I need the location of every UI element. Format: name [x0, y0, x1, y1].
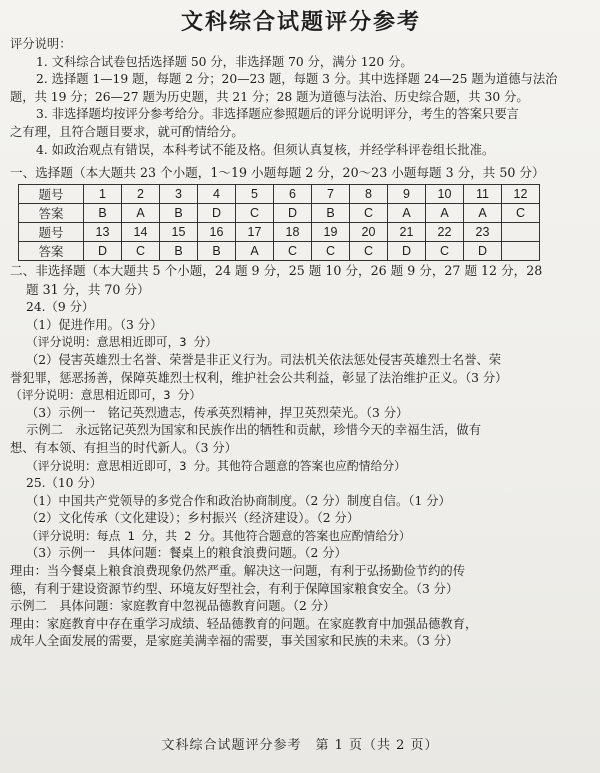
answer-cell: A: [426, 204, 464, 223]
answer-cell: D: [464, 242, 502, 261]
question-number: 14: [122, 223, 160, 242]
question-number: 13: [84, 223, 122, 242]
question-number: 19: [312, 223, 350, 242]
answer-line: （2）文化传承（文化建设）；乡村振兴（经济建设）。（2 分）: [26, 511, 360, 526]
answer-line: 理由：当今餐桌上粮食浪费现象仍然严重。解决这一问题，有利于弘扬勤俭节约的传: [10, 564, 465, 579]
answer-cell: C: [122, 242, 160, 261]
answer-table: [18, 184, 540, 261]
answer-cell: C: [236, 204, 274, 223]
row-label: 题号: [19, 185, 84, 204]
question-number: 5: [236, 185, 274, 204]
page-title: 文科综合试题评分参考: [180, 9, 421, 35]
note-line: 题，共 19 分；26—27 题为历史题，共 21 分；28 题为道德与法治、历史综合题，共 30 分。: [10, 89, 529, 104]
table-row: [19, 185, 540, 204]
scoring-note: （评分说明：意思相近即可，3 分）: [10, 388, 202, 403]
answer-line: 誉犯罪，惩恶扬善，保障英雄烈士权利，维护社会公共利益，彰显了法治维护正义。（3 分）: [10, 370, 508, 385]
answer-line: （1）促进作用。（3 分）: [26, 317, 163, 332]
question-number: 17: [236, 223, 274, 242]
row-label: 题号: [19, 223, 84, 242]
question-number: [502, 223, 540, 242]
answer-cell: A: [388, 204, 426, 223]
answer-cell: A: [236, 242, 274, 261]
answer-cell: B: [160, 242, 198, 261]
answer-cell: D: [84, 242, 122, 261]
question-number: 12: [502, 185, 540, 204]
table-row: [19, 204, 540, 223]
answer-cell: C: [274, 242, 312, 261]
section2-heading: 二、非选择题（本大题共 5 个小题，24 题 9 分，25 题 10 分，26 题 9 分，27 题 12 分，28: [10, 263, 543, 279]
question-number: 23: [464, 223, 502, 242]
question-number: 20: [350, 223, 388, 242]
question-number: 18: [274, 223, 312, 242]
question-number: 6: [274, 185, 312, 204]
answer-line: 德，有利于建设资源节约型、环境友好型社会，有利于保障国家粮食安全。（3 分）: [10, 581, 459, 596]
question-number: 8: [350, 185, 388, 204]
scoring-note: （评分说明：意思相近即可，3 分。其他符合题意的答案也应酌情给分）: [26, 458, 406, 473]
answer-cell: B: [84, 204, 122, 223]
answer-cell: D: [274, 204, 312, 223]
note-line: 之有理，且符合题目要求，就可酌情给分。: [10, 124, 244, 139]
question-24-heading: 24.（9 分）: [26, 300, 95, 315]
table-row: [19, 223, 540, 242]
question-number: 4: [198, 185, 236, 204]
answer-cell: D: [388, 242, 426, 261]
question-number: 2: [122, 185, 160, 204]
answer-line: （2）侵害英雄烈士名誉、荣誉是非正义行为。司法机关依法惩处侵害英雄烈士名誉、荣: [26, 352, 502, 367]
answer-cell: [502, 242, 540, 261]
answer-line: 示例二 永远铭记英烈为国家和民族作出的牺牲和贡献，珍惜今天的幸福生活，做有: [26, 423, 481, 438]
table-row: [19, 242, 540, 261]
notes-heading: 评分说明：: [10, 37, 72, 51]
answer-cell: B: [160, 204, 198, 223]
answer-line: （1）中国共产党领导的多党合作和政治协商制度。（2 分）制度自信。（1 分）: [26, 493, 451, 508]
note-line: 4. 如政治观点有错误，本科考试不能及格。但须认真复核，并经学科评卷组长批准。: [36, 142, 495, 157]
row-label: 答案: [19, 204, 84, 223]
answer-cell: A: [464, 204, 502, 223]
question-number: 21: [388, 223, 426, 242]
answer-line: 想、有本领、有担当的时代新人。（3 分）: [10, 440, 237, 455]
answer-line: （3）示例一 铭记英烈遗志，传承英烈精神，捍卫英烈荣光。（3 分）: [26, 405, 409, 420]
scoring-note: （评分说明：每点 1 分，共 2 分。其他符合题意的答案也应酌情给分）: [26, 528, 411, 543]
question-number: 16: [198, 223, 236, 242]
question-number: 10: [426, 185, 464, 204]
answer-line: 示例二 具体问题：家庭教育中忽视品德教育问题。（2 分）: [10, 599, 336, 614]
question-number: 11: [464, 185, 502, 204]
question-number: 3: [160, 185, 198, 204]
question-number: 15: [160, 223, 198, 242]
answer-line: 成年人全面发展的需要，是家庭美满幸福的需要，事关国家和民族的未来。（3 分）: [10, 634, 459, 649]
question-25-heading: 25.（10 分）: [26, 476, 103, 491]
question-number: 9: [388, 185, 426, 204]
answer-cell: A: [122, 204, 160, 223]
answer-cell: B: [198, 242, 236, 261]
answer-cell: C: [426, 242, 464, 261]
section2-heading-cont: 题 31 分，共 70 分）: [26, 282, 150, 298]
page-footer: 文科综合试题评分参考 第 1 页（共 2 页）: [161, 738, 439, 753]
question-number: 1: [84, 185, 122, 204]
scoring-note: （评分说明：意思相近即可，3 分）: [26, 335, 218, 350]
answer-line: （3）示例一 具体问题：餐桌上的粮食浪费问题。（2 分）: [26, 546, 347, 561]
note-line: 2. 选择题 1—19 题，每题 2 分；20—23 题，每题 3 分。其中选择题 24—25 题为道德与法治: [36, 72, 558, 87]
answer-cell: B: [312, 204, 350, 223]
question-number: 22: [426, 223, 464, 242]
section1-heading: 一、选择题（本大题共 23 个小题，1～19 小题每题 2 分，20～23 小题每题 3 分，共 50 分）: [10, 165, 545, 181]
note-line: 3. 非选择题均按评分参考给分。非选择题应参照题后的评分说明评分，考生的答案只要言: [36, 107, 519, 122]
answer-line: 理由：家庭教育中存在重学习成绩、轻品德教育的问题。在家庭教育中加强品德教育，: [10, 616, 478, 631]
answer-cell: C: [350, 242, 388, 261]
answer-cell: D: [198, 204, 236, 223]
answer-cell: C: [350, 204, 388, 223]
question-number: 7: [312, 185, 350, 204]
answer-cell: C: [502, 204, 540, 223]
row-label: 答案: [19, 242, 84, 261]
answer-cell: C: [312, 242, 350, 261]
note-line: 1. 文科综合试卷包括选择题 50 分，非选择题 70 分，满分 120 分。: [36, 54, 413, 69]
